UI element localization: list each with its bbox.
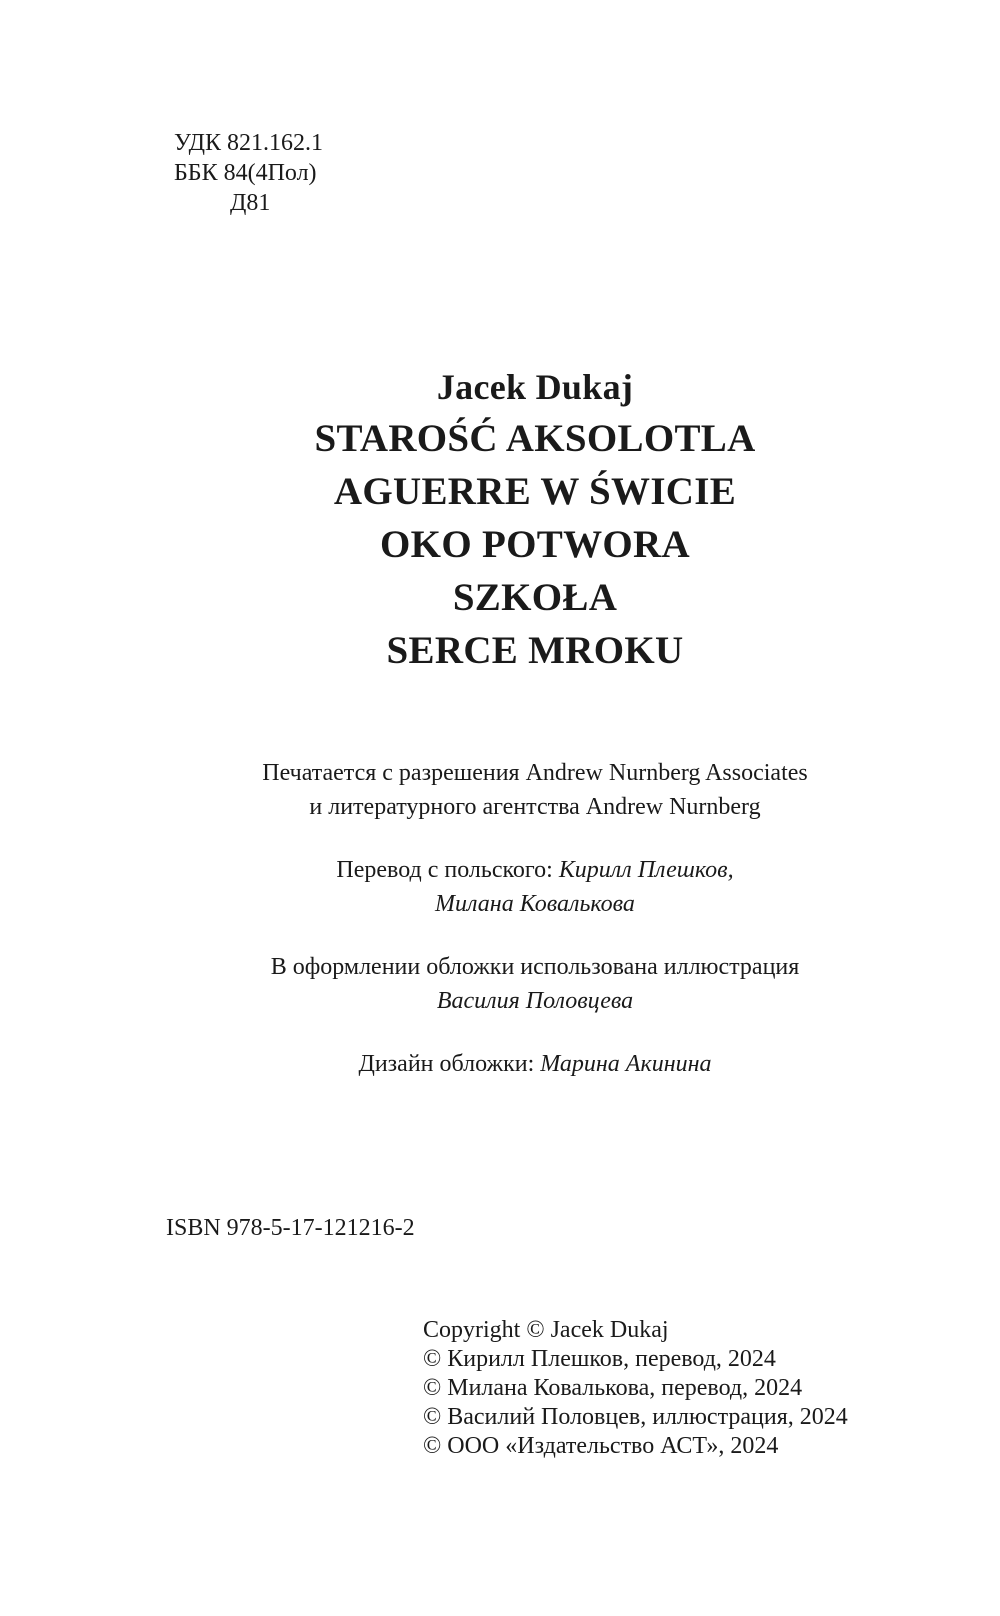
translation-label: Перевод с польского: — [336, 857, 559, 883]
translator-name: Милана Ковалькова — [435, 891, 635, 917]
author-name: Jacek Dukaj — [436, 367, 634, 407]
copyright-line: Copyright © Jacek Dukaj — [423, 1317, 669, 1343]
permission-line: Печатается с разрешения Andrew Nurnberg Associates — [262, 760, 808, 786]
title-block — [0, 362, 1000, 677]
isbn: ISBN 978-5-17-121216-2 — [166, 1215, 415, 1241]
illustrator-name: Василия Половцева — [436, 988, 634, 1014]
copyright-line: © ООО «Издательство АСТ», 2024 — [423, 1433, 779, 1459]
work-title: SZKOŁA — [452, 576, 618, 619]
bbk-code: ББК 84(4Пол) — [174, 160, 317, 186]
cover-design-label: Дизайн обложки: — [358, 1051, 541, 1077]
cover-design-credit — [0, 1047, 1000, 1081]
cover-illustration-label: В оформлении обложки использована иллюстрация — [270, 954, 800, 980]
translator-name: Кирилл Плешков, — [558, 857, 734, 883]
permission-note — [0, 756, 1000, 824]
work-title: SERCE MROKU — [386, 629, 684, 672]
cover-illustration-credit — [0, 950, 1000, 1018]
classification-codes — [174, 128, 323, 218]
work-title: OKO POTWORA — [380, 523, 690, 566]
designer-name: Марина Акинина — [540, 1051, 712, 1077]
translation-credit — [0, 853, 1000, 921]
udk-code: УДК 821.162.1 — [174, 130, 323, 156]
credits-block — [0, 756, 1000, 1110]
author-mark: Д81 — [230, 190, 271, 216]
permission-line: и литературного агентства Andrew Nurnberg — [309, 794, 761, 820]
copyright-line: © Милана Ковалькова, перевод, 2024 — [423, 1375, 803, 1401]
work-title: STAROŚĆ AKSOLOTLA — [314, 417, 756, 460]
work-title: AGUERRE W ŚWICIE — [333, 470, 737, 513]
copyright-line: © Кирилл Плешков, перевод, 2024 — [423, 1346, 776, 1372]
copyright-line: © Василий Половцев, иллюстрация, 2024 — [423, 1404, 848, 1430]
copyright-block — [423, 1316, 848, 1461]
